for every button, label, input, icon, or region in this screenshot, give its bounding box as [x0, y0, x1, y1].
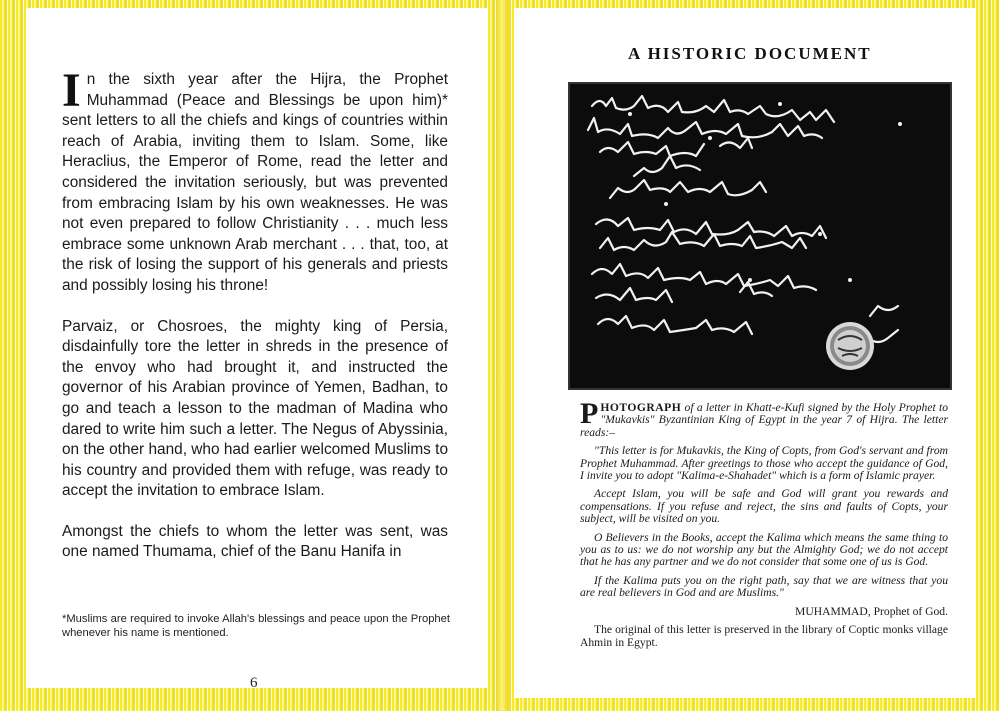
prophet-seal	[826, 322, 874, 370]
book-gutter	[496, 0, 508, 711]
letter-quote-1: "This letter is for Mukavkis, the King of Copts, from God's servant and from Prophet Muhammad. After greetings to those who accept the guidance of God, I invite you to adopt "Kalima-e-Shahadet" which is a form of Islamic prayer.	[580, 444, 948, 483]
paragraph-1	[62, 64, 448, 297]
letter-quote-2: Accept Islam, you will be safe and God will grant you rewards and compensations. If you refuse and reject, the sins and faults of Copts, your subject, will be visited on you.	[580, 487, 948, 526]
caption-intro	[580, 397, 948, 439]
kufic-script-image	[570, 84, 950, 388]
paragraph-3: Amongst the chiefs to whom the letter was sent, was one named Thumama, chief of the Banu Hanifa in	[62, 522, 448, 561]
closing-note: The original of this letter is preserved in the library of Coptic monks village Ahmin in Egypt.	[580, 623, 948, 649]
letter-quote-3: O Believers in the Books, accept the Kalima which means the same thing to you as to us: we do not worship any but the Almighty God; we do not accept that he has any partner and we do not consider that some one of us is God.	[580, 530, 948, 569]
document-title: A HISTORIC DOCUMENT	[628, 44, 872, 63]
photo-caption	[580, 397, 948, 655]
footnote: *Muslims are required to invoke Allah's blessings and peace upon the Prophet whenever his name is mentioned.	[62, 613, 450, 639]
caption-intro-text: of a letter in Khatt-e-Kufi signed by the Holy Prophet to "Mukavkis" Byzantinian King of Egypt in the year 7 of Hijra. The letter reads:–	[580, 401, 948, 439]
paragraph-1-text: n the sixth year after the Hijra, the Prophet Muhammad (Peace and Blessings be upon him)* sent letters to all the chiefs and kings of countries within reach of Arabia, inviting them to Islam. Some, like Heraclius, the Emperor of Rome, read the letter and considered the invitation seriously, but was prevented from embracing Islam by his own weaknesses. He was not even prepared to follow Christianity . . . much less embrace some unknown Arab merchant . . . that, too, at the risk of losing the support of his generals and priests and possibly losing his throne!	[62, 71, 448, 294]
left-body-text	[62, 64, 448, 583]
page-number: 6	[250, 675, 258, 691]
caption-head: HOTOGRAPH	[600, 401, 682, 414]
drop-cap: I	[62, 64, 81, 117]
letter-photograph	[568, 82, 952, 390]
letter-signature: MUHAMMAD, Prophet of God.	[795, 604, 948, 618]
letter-quote-4: If the Kalima puts you on the right path, say that we are witness that you are real believers in God and are Muslims."	[580, 573, 948, 600]
paragraph-2: Parvaiz, or Chosroes, the mighty king of Persia, disdainfully tore the letter in shreds in the presence of the envoy who had brought it, and instructed the governor of his Arabian province of Yemen, Badhan, to go and teach a lesson to the madman of Madina who dared to write him such a letter. The Negus of Abyssinia, on the other hand, who had earlier welcomed Muslims to his country and provided them with refuge, was ready to accept the invitation to embrace Islam.	[62, 317, 448, 500]
caption-drop-cap: P	[580, 397, 599, 430]
